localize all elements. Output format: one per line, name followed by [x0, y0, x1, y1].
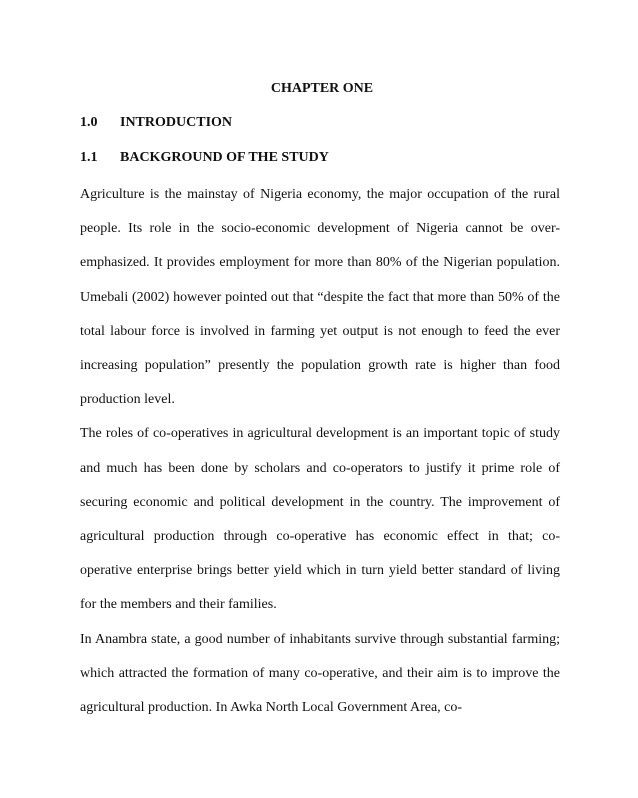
section-heading-background [80, 148, 560, 168]
chapter-title: CHAPTER ONE [270, 81, 374, 96]
section-title: INTRODUCTION [120, 115, 233, 130]
section-title: BACKGROUND OF THE STUDY [120, 150, 329, 165]
paragraph-agriculture: Agriculture is the mainstay of Nigeria economy, the major occupation of the rural people. Its role in the socio-economic development of Nigeria cannot be over-emphasized. It provides employment for more than 80% of the Nigerian population. Umebali (2002) however pointed out that “despite the fact that more than 50% of the total labour force is involved in farming yet output is not enough to feed the ever increasing population” presently the population growth rate is higher than food production level. [80, 187, 560, 408]
paragraph-anambra: In Anambra state, a good number of inhabitants survive through substantial farming; which attracted the formation of many co-operative, and their aim is to improve the agricultural production. In Awka North Local Government Area, co- [80, 631, 560, 716]
section-number: 1.0 [80, 115, 98, 130]
section-heading-introduction [80, 113, 560, 133]
paragraph-cooperatives-role: The roles of co-operatives in agricultural development is an important topic of study and much has been done by scholars and co-operators to justify it prime role of securing economic and political development in the country. The improvement of agricultural production through co-operative has economic effect in that; co-operative enterprise brings better yield which in turn yield better standard of living for the members and their families. [80, 426, 560, 613]
section-number: 1.1 [80, 150, 98, 165]
